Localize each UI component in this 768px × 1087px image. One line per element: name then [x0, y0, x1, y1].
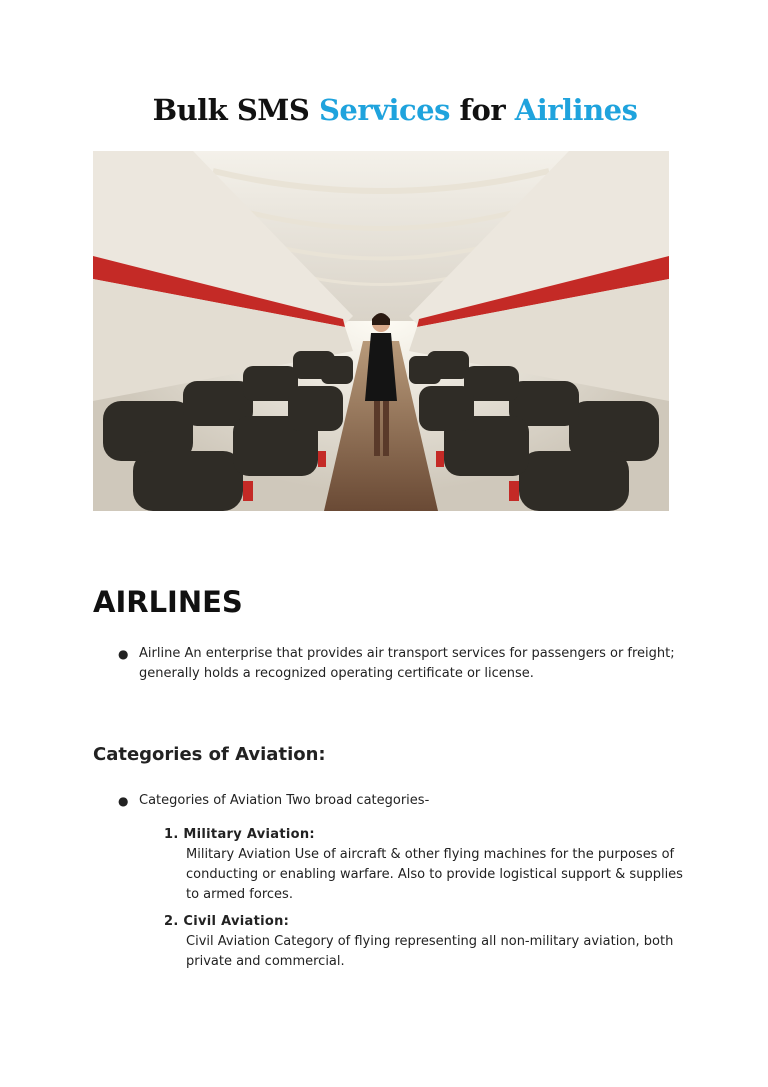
document-title — [0, 93, 768, 127]
list-item-title: Military Aviation: — [183, 827, 315, 842]
airplane-cabin-photo — [93, 151, 669, 511]
list-item-heading — [164, 912, 684, 932]
title-part-bulk-sms: Bulk SMS — [152, 93, 319, 127]
title-part-airlines: Airlines — [514, 93, 638, 127]
categories-bullet — [93, 791, 693, 811]
list-item-body: Civil Aviation Category of flying representing all non-military aviation, both private and commercial. — [186, 934, 674, 969]
section-heading-airlines: AIRLINES — [93, 585, 243, 619]
title-part-for: for — [449, 93, 515, 127]
bullet-icon: ● — [118, 647, 129, 661]
list-item-number: 1. — [164, 827, 179, 842]
list-item-title: Civil Aviation: — [183, 914, 290, 929]
list-item-military-aviation — [164, 825, 684, 905]
list-item-body: Military Aviation Use of aircraft & other flying machines for the purposes of conducting or enabling warfare. Also to provide logistical support & supplies to armed forces. — [186, 847, 683, 902]
section-heading-categories: Categories of Aviation: — [93, 744, 326, 765]
categories-text: Categories of Aviation Two broad categories- — [139, 793, 430, 808]
airline-definition-bullet — [93, 644, 693, 686]
title-part-services: Services — [318, 93, 450, 127]
bullet-icon: ● — [118, 794, 129, 808]
list-item-civil-aviation — [164, 912, 684, 972]
list-item-heading — [164, 825, 684, 845]
airline-definition-text: Airline An enterprise that provides air transport services for passengers or freight; generally holds a recognized operating certificate or license. — [139, 646, 675, 681]
list-item-number: 2. — [164, 914, 179, 929]
